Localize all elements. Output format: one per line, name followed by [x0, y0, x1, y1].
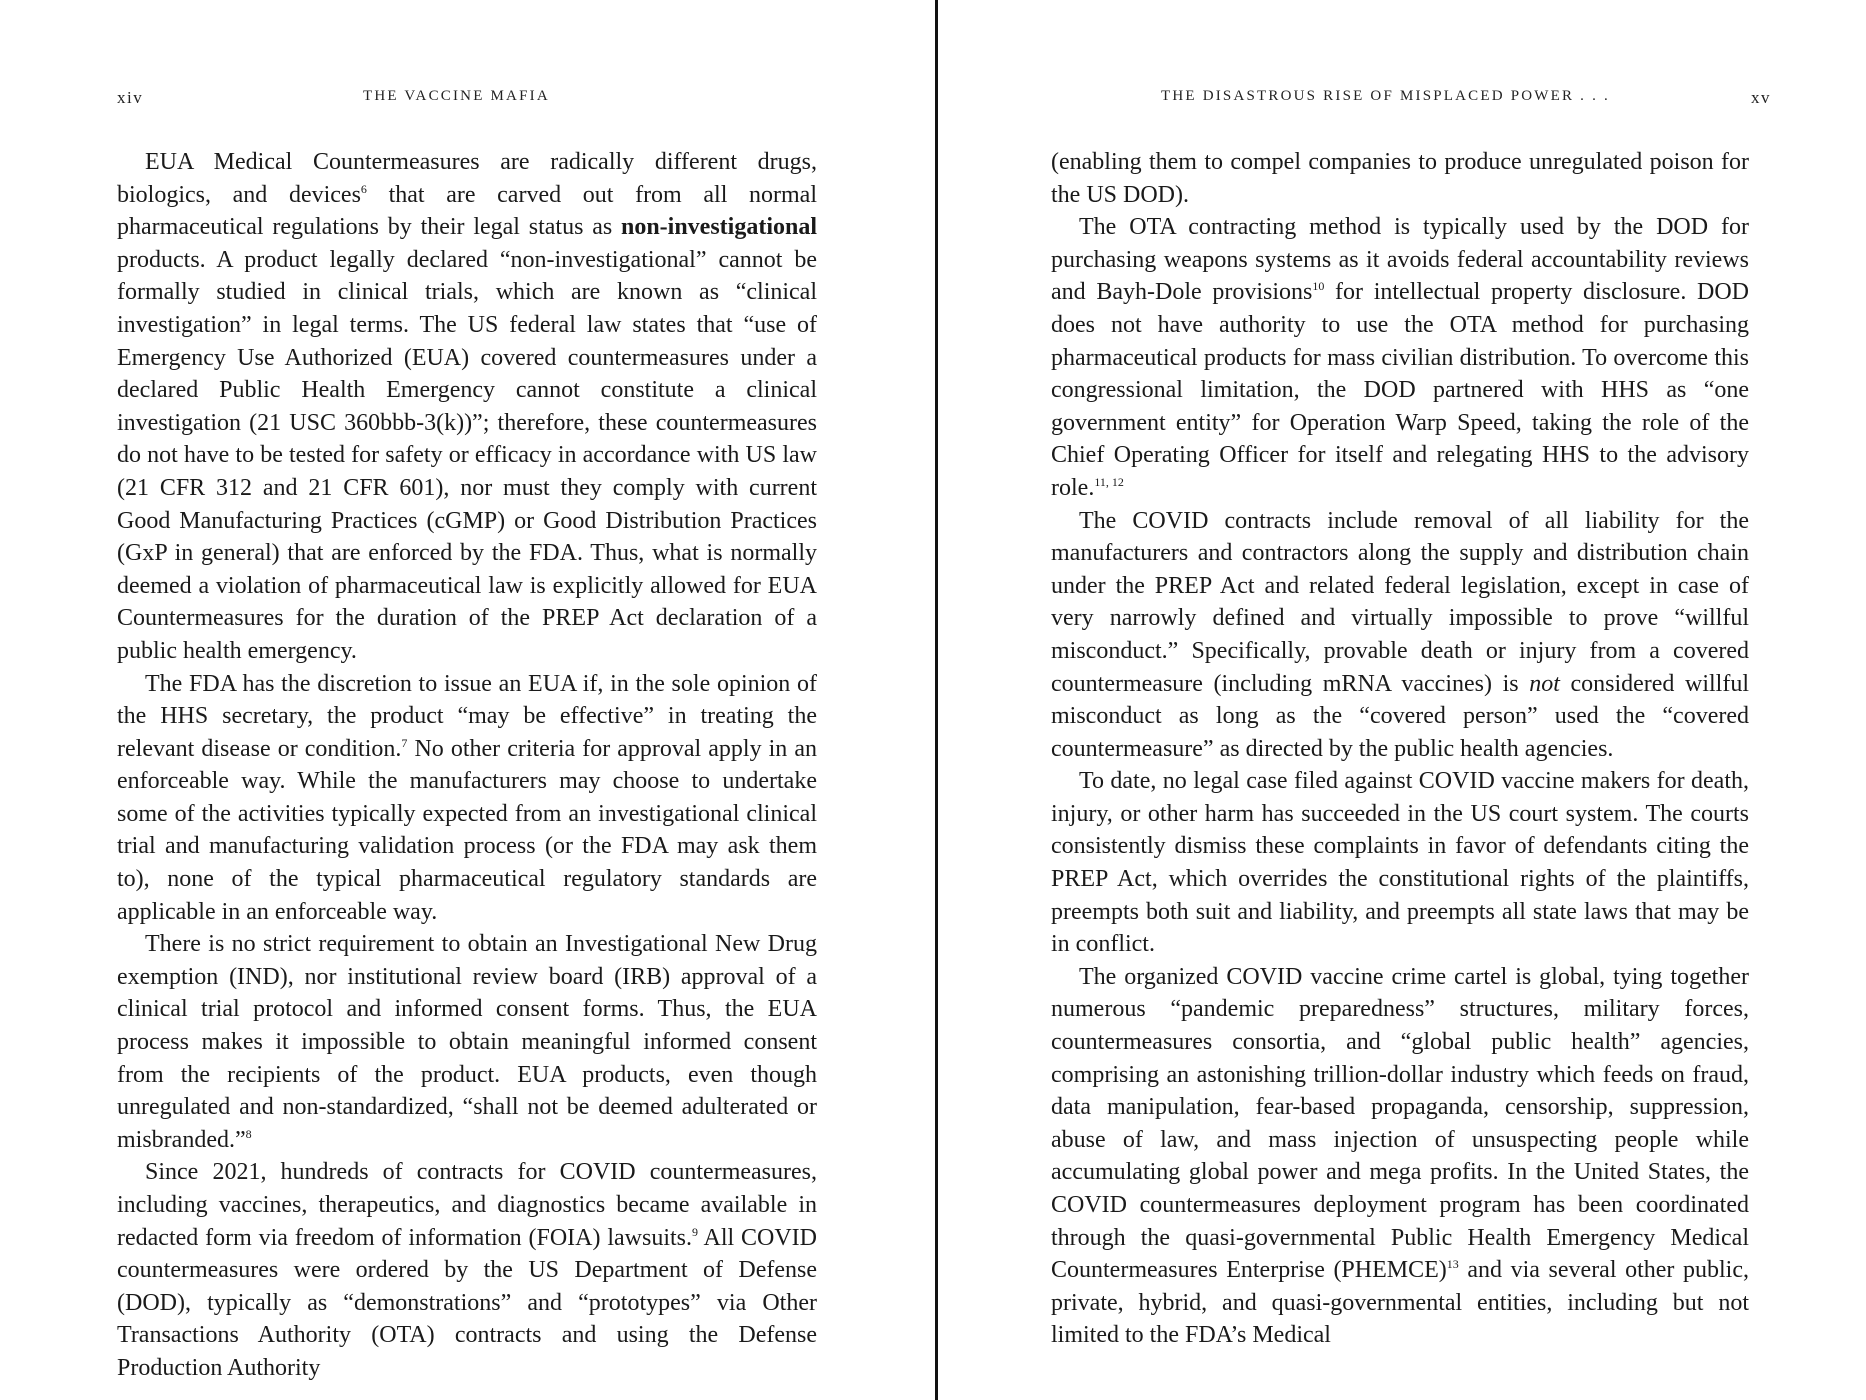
footnote-ref[interactable]: 10 [1312, 279, 1325, 294]
paragraph: The OTA contracting method is typically used by the DOD for purchasing weapons systems as it avoids federal accountability reviews and Bayh-Dole provisions$^{10}$ for intellectual property disclosure. DOD does not have authority to use the OTA method for purchasing pharmaceutical products for mass civilian distribution. To overcome this congressional limitation, the DOD partnered with HHS as “one government entity” for Operation Warp Speed, taking the role of the Chief Operating Officer for itself and relegating HHS to the advisory role.$^{11, 12}$ [1051, 214, 1749, 501]
paragraph: The organized COVID vaccine crime cartel is global, tying together numerous “pandemic preparedness” structures, military forces, countermeasures consortia, and “global public health” agencies, comprising an astonishing trillion-dollar industry which feeds on fraud, data manipulation, fear-based propaganda, censorship, suppression, abuse of law, and mass injection of unsuspecting people while accumulating global power and mega profits. In the United States, the COVID countermeasures deployment program has been coordinated through the quasi-governmental Public Health Emergency Medical Countermeasures Enterprise (PHEMCE)$^{13}$ and via several other public, private, hybrid, and quasi-governmental entities, including but not limited to the FDA’s Medical [1051, 963, 1750, 1349]
right-running-head: THE DISASTROUS RISE OF MISPLACED POWER . . . [1161, 88, 1610, 104]
left-running-head: THE VACCINE MAFIA [363, 88, 550, 104]
paragraph: Since 2021, hundreds of contracts for COVID countermeasures, including vaccines, therapeutics, and diagnostics became available in redacted form via freedom of information (FOIA) lawsuits.$^9$ All COVID countermeasures were ordered by the US Department of Defense (DOD), typically as “demonstrations” and “prototypes” via Other Transactions Authority (OTA) contracts and using the Defense Production Authority [117, 1159, 818, 1381]
footnote-ref[interactable]: 11, 12 [1094, 474, 1124, 489]
footnote-ref[interactable]: 7 [401, 735, 408, 750]
footnote-ref[interactable]: 13 [1446, 1257, 1459, 1272]
paragraph: (enabling them to compel companies to produce unregulated poison for the US DOD). [1051, 149, 1749, 208]
footnote-ref[interactable]: 6 [360, 181, 367, 196]
left-folio: xiv [117, 88, 144, 107]
paragraph: EUA Medical Countermeasures are radically different drugs, biologics, and devices$^6$ that are carved out from all normal pharmaceutical regulations by their legal status as non-investigational products. A product legally declared “non-investigational” cannot be formally studied in clinical trials, which are known as “clinical investigation” in legal terms. The US federal law states that “use of Emergency Use Authorized (EUA) covered countermeasures under a declared Public Health Emergency cannot constitute a clinical investigation (21 USC 360bbb-3(k))”; therefore, these countermeasures do not have to be tested for safety or efficacy in accordance with US law (21 CFR 312 and 21 CFR 601), nor must they comply with current Good Manufacturing Practices (cGMP) or Good Distribution Practices (GxP in general) that are enforced by the FDA. Thus, what is normally deemed a violation of pharmaceutical law is explicitly allowed for EUA Countermeasures for the duration of the PREP Act declaration of a public health emergency. [117, 149, 817, 664]
right-folio: xv [1751, 88, 1771, 107]
paragraph: There is no strict requirement to obtain an Investigational New Drug exemption (IND), nor institutional review board (IRB) approval of a clinical trial protocol and informed consent forms. Thus, the EUA process makes it impossible to obtain meaningful informed consent from the recipients of the product. EUA products, even though unregulated and non-standardized, “shall not be deemed adulterated or misbranded.”$^8$ [117, 931, 817, 1153]
footnote-ref[interactable]: 8 [245, 1126, 252, 1141]
left-body-text [117, 146, 817, 1385]
paragraph: The FDA has the discretion to issue an EUA if, in the sole opinion of the HHS secretary, the product “may be effective” in treating the relevant disease or condition.$^7$ No other criteria for approval apply in an enforceable way. While the manufacturers may choose to undertake some of the activities typically expected from an investigational clinical trial and manufacturing validation process (or the FDA may ask them to), none of the typical pharmaceutical regulatory standards are applicable in an enforceable way. [117, 670, 817, 925]
paragraph: The COVID contracts include removal of all liability for the manufacturers and contractors along the supply and distribution chain under the PREP Act and related federal legislation, except in case of very narrowly defined and virtually impossible to prove “willful misconduct.” Specifically, provable death or injury from a covered countermeasure (including mRNA vaccines) is not considered willful misconduct as long as the “covered person” used the “covered countermeasure” as directed by the public health agencies. [1051, 507, 1750, 762]
paragraph: To date, no legal case filed against COVID vaccine makers for death, injury, or other harm has succeeded in the US court system. The courts consistently dismiss these complaints in favor of defendants citing the PREP Act, which overrides the constitutional rights of the plaintiffs, preempts both suit and liability, and preempts all state laws that may be in conflict. [1051, 768, 1749, 958]
right-body-text [1051, 146, 1749, 1352]
footnote-ref[interactable]: 9 [692, 1224, 698, 1239]
right-page [938, 0, 1866, 1400]
